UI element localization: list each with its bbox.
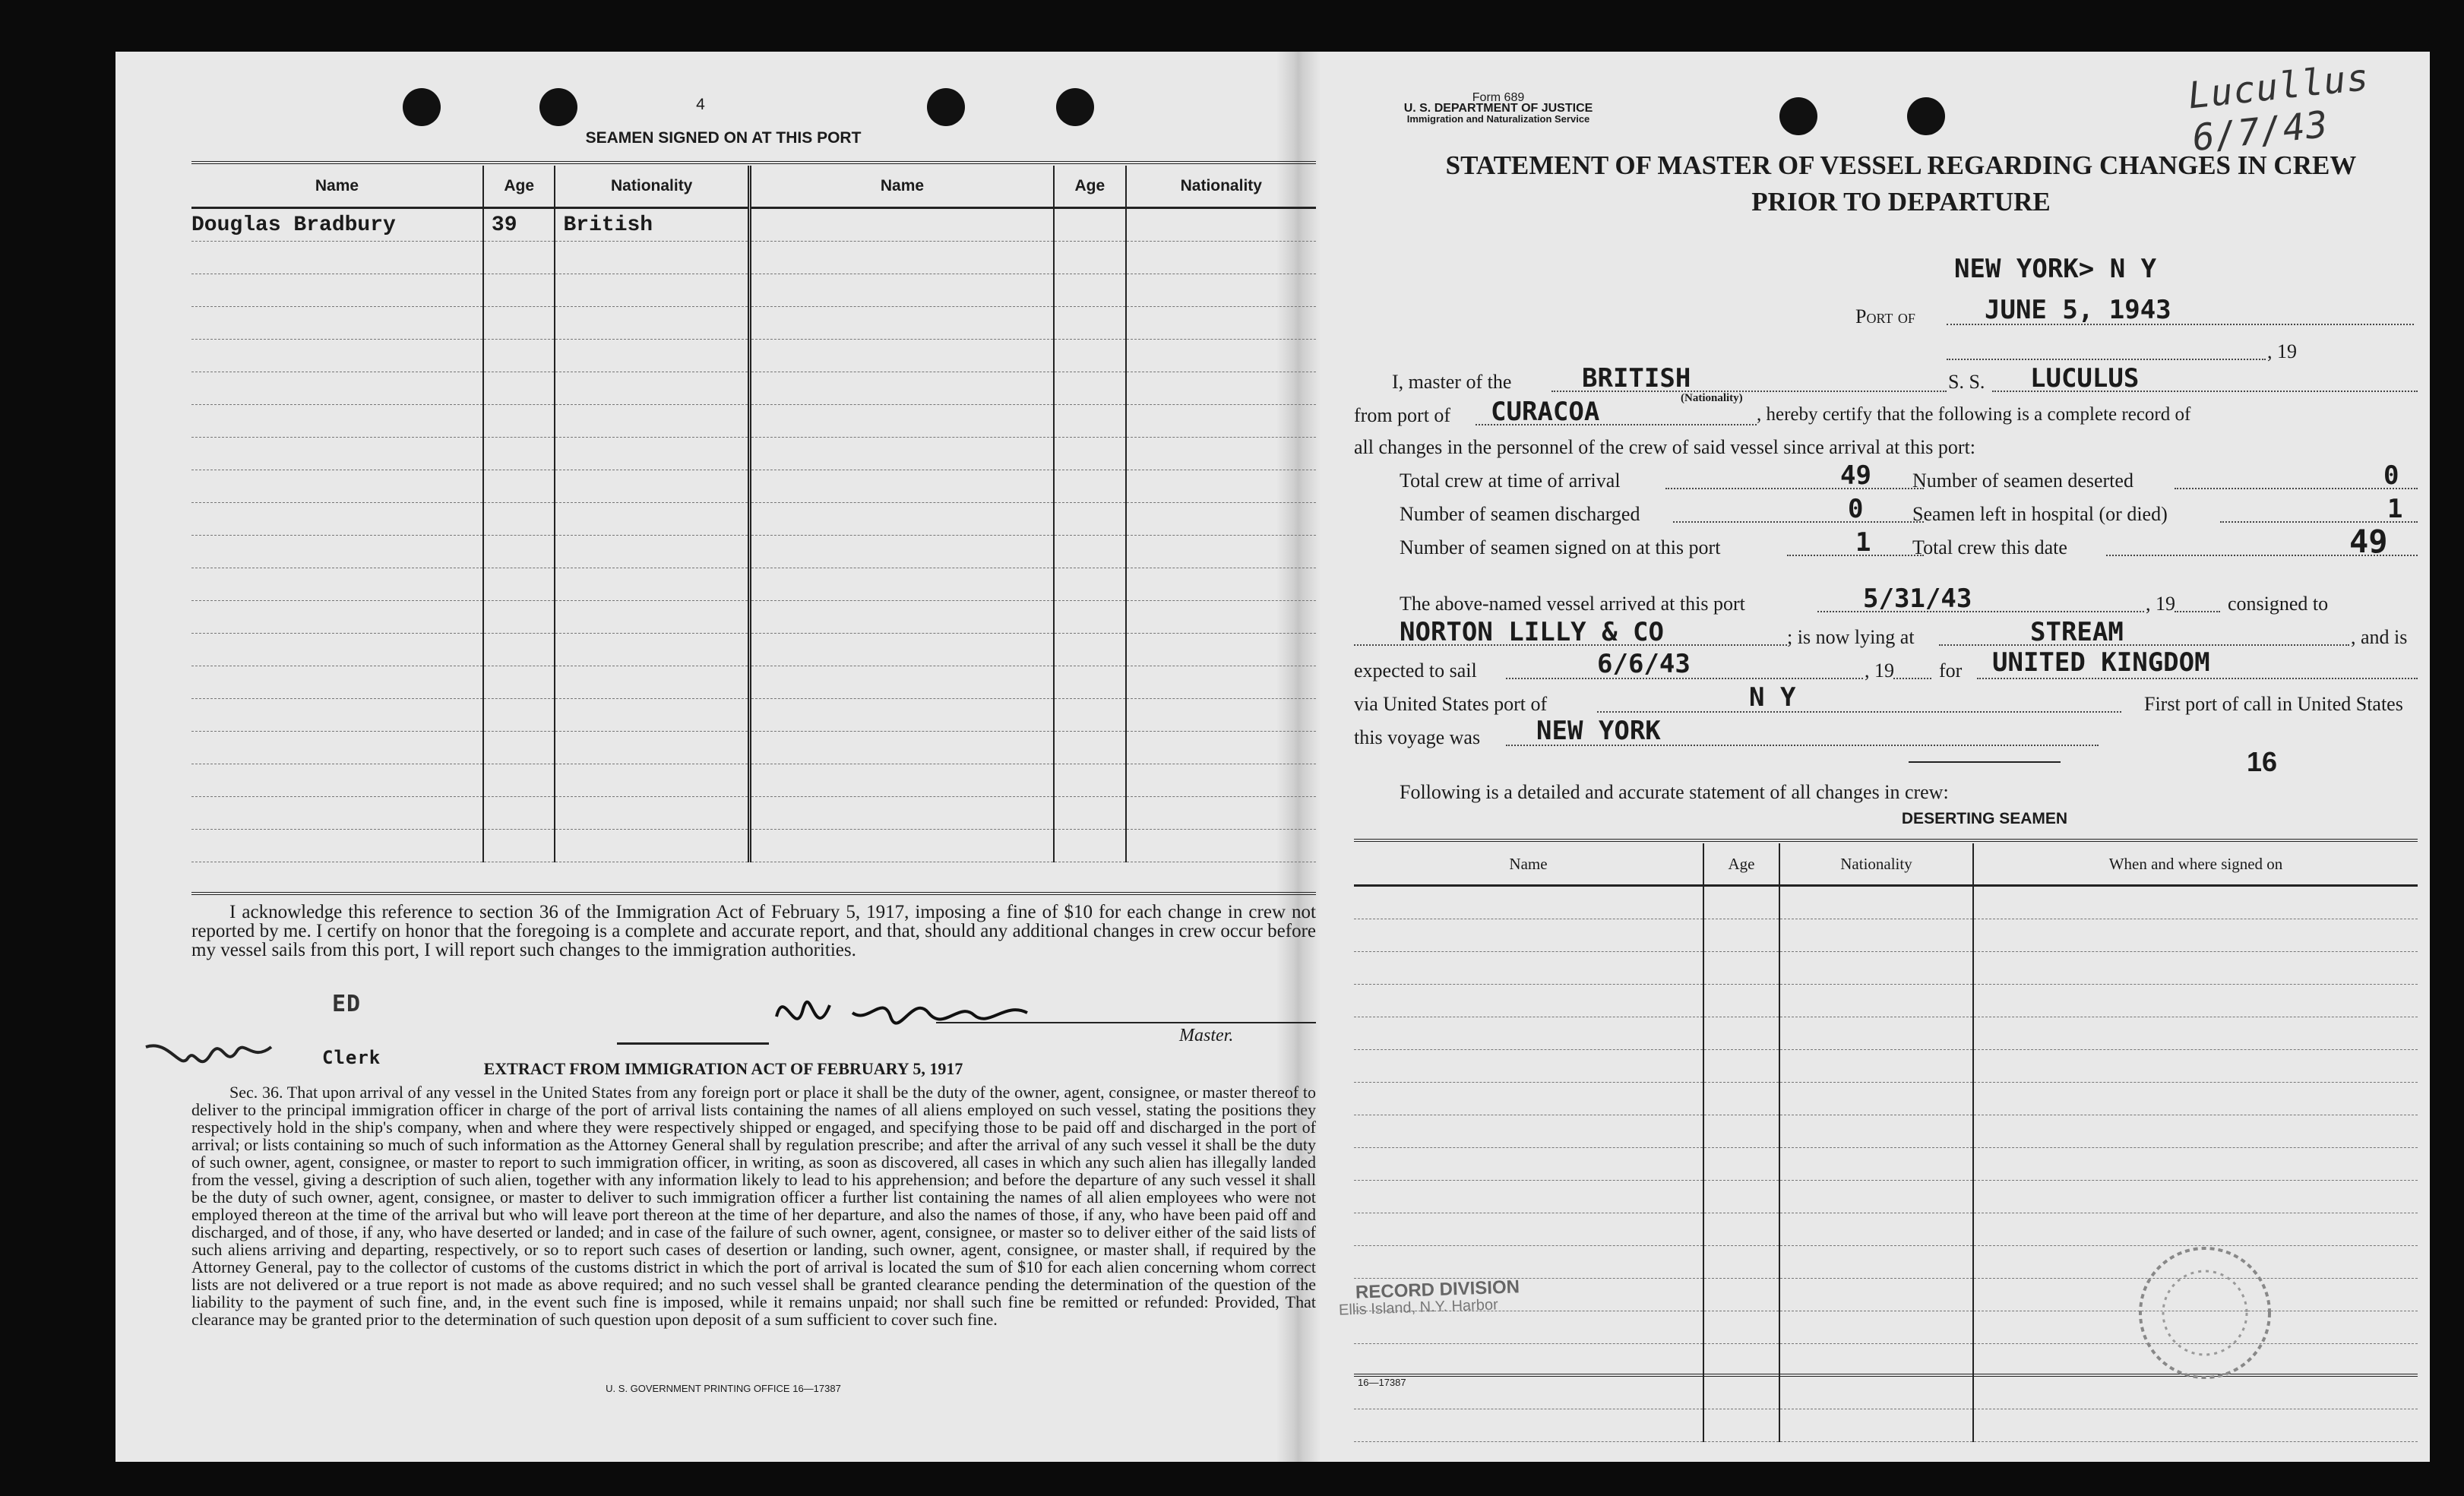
from-port-label: from port of <box>1354 404 1451 426</box>
year-suffix: , 19 <box>2267 340 2297 362</box>
table-row <box>191 438 1316 470</box>
table-row <box>191 601 1316 634</box>
document-page <box>115 52 2430 1462</box>
table-row <box>191 634 1316 666</box>
col-name: Name <box>1354 843 1703 886</box>
acknowledgment-text: I acknowledge this reference to section 36 of the Immigration Act of February 5, 1917, imposing a fine of $10 for each change in crew not reported by me. I certify on honor that the foregoing is a complete and accurate report, and that, should any additional changes in crew occur before my vessel sails from this port, I will report such changes to the immigration authorities. <box>191 902 1316 960</box>
punch-hole <box>1056 88 1094 126</box>
stat-leader <box>2175 488 2418 489</box>
stat-label: Seamen left in hospital (or died) <box>1912 503 2168 525</box>
clerk-signature <box>138 1017 328 1085</box>
clerk-label: Clerk <box>322 1047 381 1068</box>
table-top-rule <box>191 161 1316 164</box>
master-of-label: I, master of the <box>1392 371 1512 393</box>
nationality-caption: (Nationality) <box>1681 392 1743 404</box>
stat-leader <box>1673 521 1924 523</box>
table-row <box>191 208 1316 242</box>
port-value: NEW YORK> N Y <box>1954 254 2157 284</box>
stat-label: Total crew at time of arrival <box>1400 470 1621 492</box>
section-title: SEAMEN SIGNED ON AT THIS PORT <box>585 129 862 147</box>
date-value: JUNE 5, 1943 <box>1985 295 2171 325</box>
ship-name: LUCULUS <box>2030 363 2140 394</box>
consignee-value: NORTON LILLY & CO <box>1400 617 1664 647</box>
stat-label: Number of seamen discharged <box>1400 503 1640 525</box>
corner-note: Lucullus 6/7/43 <box>2186 55 2371 160</box>
record-division-stamp: RECORD DIVISION <box>1355 1276 1520 1303</box>
year-suffix: , 19 <box>2146 593 2175 615</box>
page-mark: 16 <box>2247 746 2278 777</box>
lying-line <box>1939 644 2349 646</box>
circular-stamp <box>2114 1237 2319 1389</box>
year-line <box>2175 611 2220 612</box>
stat-value: 0 <box>1848 494 1864 524</box>
ellis-island-stamp: Ellis Island, N.Y. Harbor <box>1338 1296 1499 1319</box>
table-row <box>191 274 1316 307</box>
table-row <box>191 372 1316 405</box>
table-row <box>1354 919 2418 952</box>
year-line <box>1893 678 1931 679</box>
printing-office: U. S. GOVERNMENT PRINTING OFFICE 16—17387 <box>606 1383 841 1394</box>
table-row <box>191 732 1316 764</box>
for-label: for <box>1939 659 1963 682</box>
date-line <box>1947 359 2266 360</box>
col-age: Age <box>1703 843 1779 886</box>
punch-hole <box>539 88 577 126</box>
destination-value: UNITED KINGDOM <box>1992 647 2210 678</box>
table-bottom-rule <box>191 892 1316 895</box>
table-row <box>191 830 1316 862</box>
first-port-label: First port of call in United States <box>2144 693 2403 715</box>
table-row <box>191 536 1316 568</box>
form-code: 16—17387 <box>1358 1377 1406 1388</box>
voyage-value: NEW YORK <box>1536 716 1661 746</box>
table-row <box>191 340 1316 372</box>
lying-value: STREAM <box>2030 617 2124 647</box>
master-signature-line <box>936 1022 1316 1023</box>
form-title <box>1377 147 2425 220</box>
form-title-line2: PRIOR TO DEPARTURE <box>1751 187 2051 217</box>
page-number: 4 <box>696 96 705 113</box>
divider-rule <box>1909 761 2061 763</box>
table-header-row <box>1354 843 2418 886</box>
table-row <box>191 503 1316 536</box>
stat-leader <box>1665 488 1924 489</box>
desert-table-top-rule <box>1354 839 2418 842</box>
table-row <box>1354 1017 2418 1050</box>
nationality-value: BRITISH <box>1582 363 1691 394</box>
master-label: Master. <box>1179 1026 1234 1045</box>
certify-text: , hereby certify that the following is a complete record of <box>1757 404 2191 425</box>
table-row <box>191 568 1316 601</box>
seaman-nationality: British <box>555 208 749 242</box>
col-name-2: Name <box>749 166 1054 208</box>
stat-value: 1 <box>2387 494 2403 524</box>
table-row <box>191 405 1316 438</box>
from-port-value: CURACOA <box>1491 397 1600 427</box>
stat-label: Number of seamen deserted <box>1912 470 2133 492</box>
port-label: Port of <box>1855 305 1915 327</box>
stat-label: Total crew this date <box>1912 536 2067 558</box>
section-36-text: Sec. 36. That upon arrival of any vessel in the United States from any foreign port or place it shall be the duty of the owner, agent, consignee, or master thereof to deliver to the principal immigration officer in charge of the port of arrival lists containing the names of all aliens employed on such vessel, stating the positions they respectively hold in the ship's company, when and where they were respectively shipped or engaged, and specifying those to be paid off and discharged in the port of arrival; or lists containing so much of such information as the Attorney General shall by regulation prescribe; and after the arrival of any such vessel it shall be the duty of such owner, agent, consignee, or master to report to such immigration officer, in writing, as soon as discovered, all cases in which any such alien has illegally landed from the vessel, giving a description of such alien, together with any information likely to lead to his apprehension; and before the departure of any such vessel it shall be the duty of such owner, agent, consignee, or master to deliver to such immigration officer a further list containing the names of all alien employees who were not employed thereon at the time of the arrival but who will leave port thereon at the time of her departure, and also the names of those, if any, who have been paid off and discharged, and of those, if any, who have deserted or landed; and in case of the failure of such owner, agent, consignee, or master so to deliver either of the said lists of such aliens arriving and departing, respectively, or so to report such cases of desertion or landing, such owner, agent, consignee, or master shall, if required by the Attorney General, pay to the collector of customs of the customs district in which the port of arrival is located the sum of $10 for each alien concerning whom correct lists are not delivered or a true report is not made as above required; and no such vessel shall be granted clearance pending the determination of the question of the liability to the payment of such fine, and, in the event such fine is imposed, while it remains unpaid; nor shall such fine be remitted or refunded: Provided, That clearance may be granted prior to the determination of such question upon deposit of a sum sufficient to cover such fine. <box>191 1083 1316 1329</box>
table-row <box>191 242 1316 274</box>
stamp-fragment: ED <box>332 991 362 1017</box>
via-value: N Y <box>1749 682 1796 713</box>
table-row <box>191 764 1316 797</box>
stat-label: Number of seamen signed on at this port <box>1400 536 1721 558</box>
voyage-label: this voyage was <box>1354 726 1481 748</box>
punch-hole <box>403 88 441 126</box>
extract-title: EXTRACT FROM IMMIGRATION ACT OF FEBRUARY 5, 1917 <box>483 1059 963 1078</box>
stat-value: 1 <box>1855 527 1871 558</box>
lying-label: ; is now lying at <box>1787 626 1915 648</box>
arrived-label: The above-named vessel arrived at this port <box>1400 593 1745 615</box>
punch-hole <box>927 88 965 126</box>
table-row <box>1354 952 2418 985</box>
year-suffix: , 19 <box>1865 659 1894 682</box>
table-row <box>191 797 1316 830</box>
table-row <box>1354 1148 2418 1181</box>
seaman-age: 39 <box>483 208 555 242</box>
extract-rule <box>617 1042 769 1045</box>
via-label: via United States port of <box>1354 693 1548 715</box>
destination-line <box>1977 678 2418 679</box>
form-number: Form 689 <box>1472 91 1525 104</box>
table-row <box>191 666 1316 699</box>
col-age-2: Age <box>1054 166 1126 208</box>
col-age: Age <box>483 166 555 208</box>
col-nationality-2: Nationality <box>1126 166 1316 208</box>
table-row <box>1354 1115 2418 1148</box>
table-header-row <box>191 166 1316 208</box>
table-row <box>191 307 1316 340</box>
stat-value: 0 <box>2383 460 2399 491</box>
department: U. S. DEPARTMENT OF JUSTICE <box>1403 102 1593 115</box>
table-row <box>1354 1083 2418 1115</box>
following-text: Following is a detailed and accurate statement of all changes in crew: <box>1400 781 1949 803</box>
sail-value: 6/6/43 <box>1597 649 1691 679</box>
ss-label: S. S. <box>1948 371 1985 393</box>
table-row <box>1354 985 2418 1017</box>
col-name: Name <box>191 166 483 208</box>
stat-value: 49 <box>2349 523 2388 560</box>
punch-hole <box>1779 97 1817 135</box>
col-when-where: When and where signed on <box>1973 843 2418 886</box>
master-signature <box>761 971 1050 1055</box>
expected-label: expected to sail <box>1354 659 1477 682</box>
via-line <box>1597 711 2121 713</box>
certify-text-2: all changes in the personnel of the crew of said vessel since arrival at this port: <box>1354 436 1976 458</box>
table-row <box>1354 1409 2418 1442</box>
table-row <box>191 470 1316 503</box>
signed-on-table <box>191 166 1316 862</box>
and-is: , and is <box>2351 626 2408 648</box>
form-title-line1: STATEMENT OF MASTER OF VESSEL REGARDING CHANGES IN CREW <box>1445 150 2357 180</box>
col-nationality: Nationality <box>555 166 749 208</box>
col-nationality: Nationality <box>1779 843 1973 886</box>
punch-hole <box>1907 97 1945 135</box>
table-row <box>1354 1181 2418 1213</box>
deserting-title: DESERTING SEAMEN <box>1901 810 2068 827</box>
table-row <box>1354 886 2418 919</box>
table-row <box>1354 1050 2418 1083</box>
service: Immigration and Naturalization Service <box>1406 113 1590 125</box>
form-header <box>1369 93 1627 125</box>
arrived-value: 5/31/43 <box>1863 584 1972 614</box>
table-row <box>191 699 1316 732</box>
stat-value: 49 <box>1840 460 1871 491</box>
consigned-label: consigned to <box>2228 593 2329 615</box>
seaman-name: Douglas Bradbury <box>191 208 483 242</box>
